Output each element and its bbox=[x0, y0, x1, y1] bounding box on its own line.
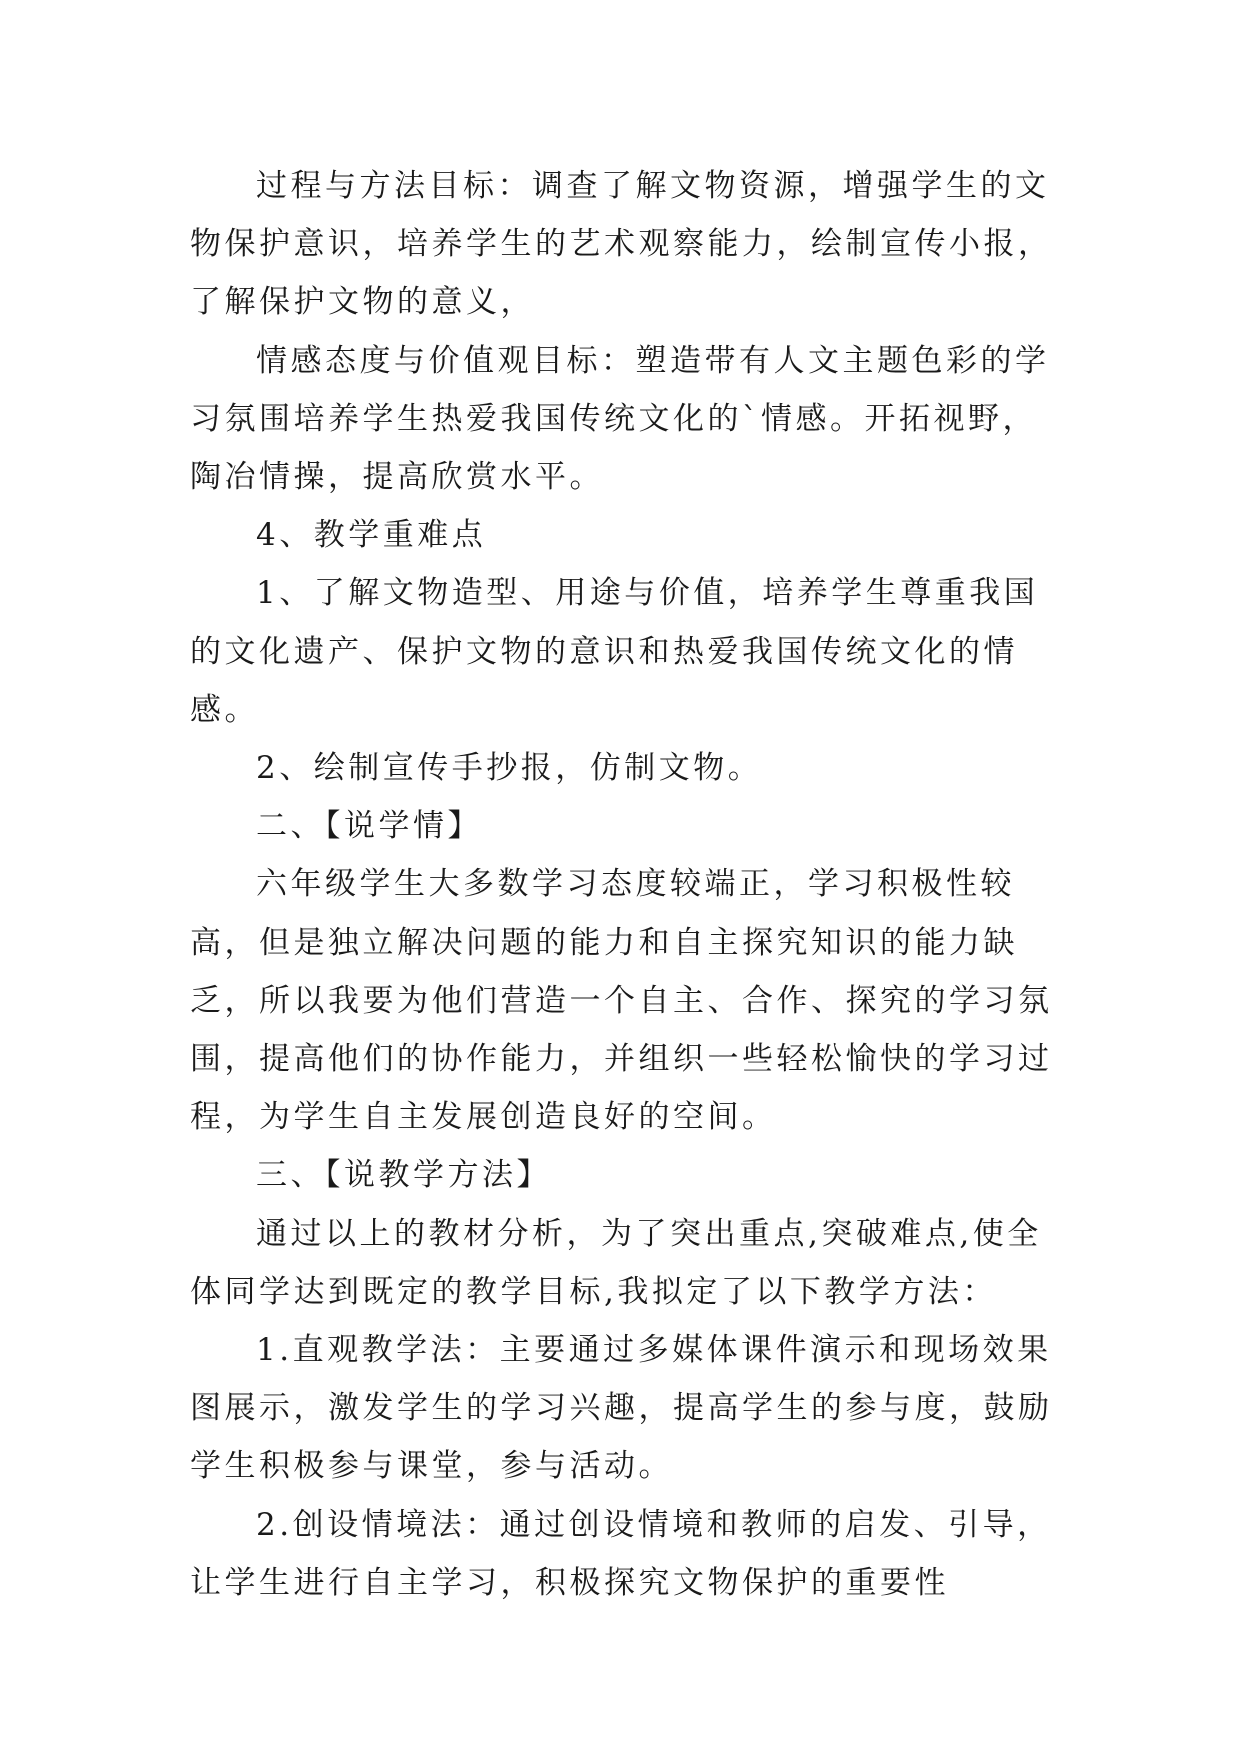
paragraph-key-point-1: 1、了解文物造型、用途与价值，培养学生尊重我国的文化遗产、保护文物的意识和热爱我国传统文化的情感。 bbox=[190, 575, 1039, 728]
document-body bbox=[190, 157, 1070, 1612]
heading-student-situation: 二、【说学情】 bbox=[256, 808, 482, 845]
paragraph-emotion-value-goal: 情感态度与价值观目标：塑造带有人文主题色彩的学习氛围培养学生热爱我国传统文化的`情感。开拓视野，陶冶情操，提高欣赏水平。 bbox=[190, 342, 1050, 496]
paragraph-process-method-goal: 过程与方法目标：调查了解文物资源，增强学生的文物保护意识，培养学生的艺术观察能力，绘制宣传小报，了解保护文物的意义， bbox=[190, 168, 1053, 321]
heading-teaching-methods: 三、【说教学方法】 bbox=[256, 1157, 551, 1194]
paragraph-method-1: 1.直观教学法：主要通过多媒体课件演示和现场效果图展示，激发学生的学习兴趣，提高学生的参与度，鼓励学生积极参与课堂，参与活动。 bbox=[190, 1332, 1053, 1485]
paragraph-student-situation: 六年级学生大多数学习态度较端正，学习积极性较高，但是独立解决问题的能力和自主探究知识的能力缺乏，所以我要为他们营造一个自主、合作、探究的学习氛围，提高他们的协作能力，并组织一些轻松愉快的学习过程，为学生自主发展创造良好的空间。 bbox=[190, 866, 1053, 1136]
heading-teaching-key-points: 4、教学重难点 bbox=[256, 517, 487, 554]
paragraph-key-point-2: 2、绘制宣传手抄报，仿制文物。 bbox=[256, 750, 763, 787]
paragraph-methods-intro: 通过以上的教材分析，为了突出重点,突破难点,使全体同学达到既定的教学目标,我拟定了以下教学方法： bbox=[190, 1215, 1042, 1310]
paragraph-method-2: 2.创设情境法：通过创设情境和教师的启发、引导，让学生进行自主学习，积极探究文物保护的重要性 bbox=[190, 1506, 1052, 1601]
